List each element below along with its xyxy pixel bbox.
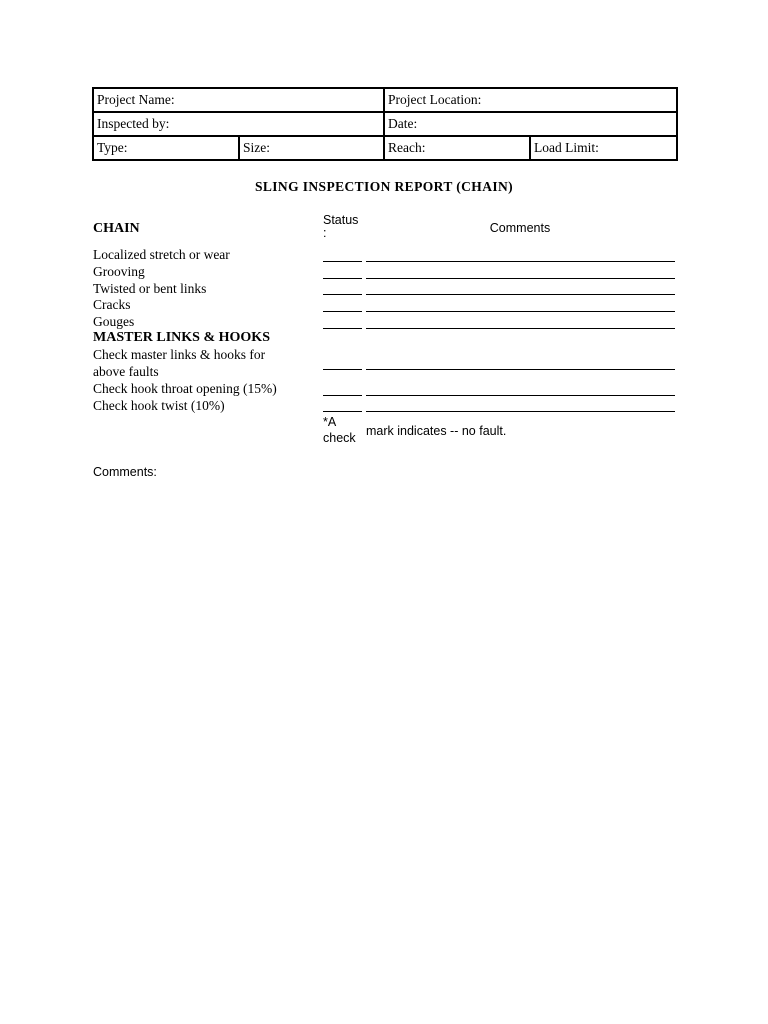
master-item-above-faults: above faults [93,364,159,379]
project-info-table [92,87,678,161]
master-item-hook-twist: Check hook twist (10%) [93,398,225,413]
chain-item-localized-stretch: Localized stretch or wear [93,247,230,262]
comment-blank-cracks[interactable] [366,311,675,312]
report-title: SLING INSPECTION REPORT (CHAIN) [254,179,514,194]
comment-blank-throat-opening[interactable] [366,395,675,396]
chain-item-twisted-links: Twisted or bent links [93,281,207,296]
project-name-label: Project Name: [97,92,175,107]
general-comments-label: Comments: [93,465,157,479]
date-label: Date: [388,116,418,131]
comment-blank-localized-stretch[interactable] [366,261,675,262]
project-location-label: Project Location: [388,92,482,107]
status-blank-master-links[interactable] [323,369,362,370]
load-limit-field[interactable] [530,136,677,160]
footnote-explanation: mark indicates -- no fault. [366,424,507,438]
master-item-throat-opening: Check hook throat opening (15%) [93,381,277,396]
chain-item-gouges: Gouges [93,314,135,329]
comment-blank-twisted-links[interactable] [366,294,675,295]
date-field[interactable] [384,112,677,136]
master-item-check-links: Check master links & hooks for [93,347,266,362]
chain-item-grooving: Grooving [93,264,145,279]
status-blank-throat-opening[interactable] [323,395,362,396]
type-label: Type: [97,140,128,155]
reach-field[interactable] [384,136,530,160]
footnote-check-mark [323,414,363,446]
size-field[interactable] [239,136,384,160]
status-column-heading [323,212,358,238]
chain-item-cracks: Cracks [93,297,131,312]
status-heading-text: Status [323,213,359,227]
status-blank-hook-twist[interactable] [323,411,362,412]
status-blank-gouges[interactable] [323,328,362,329]
project-row [93,88,677,112]
inspected-by-field[interactable] [93,112,384,136]
type-field[interactable] [93,136,239,160]
comment-blank-hook-twist[interactable] [366,411,675,412]
load-limit-label: Load Limit: [534,140,599,155]
footnote-line-1: *A [323,415,337,429]
status-blank-grooving[interactable] [323,278,362,279]
comment-blank-grooving[interactable] [366,278,675,279]
status-blank-localized-stretch[interactable] [323,261,362,262]
status-blank-twisted-links[interactable] [323,294,362,295]
sling-specs-row [93,136,677,160]
project-name-field[interactable] [93,88,384,112]
size-label: Size: [243,140,270,155]
project-location-field[interactable] [384,88,677,112]
inspected-by-label: Inspected by: [97,116,170,131]
comment-blank-master-links[interactable] [366,369,675,370]
chain-section-heading: CHAIN [93,221,140,236]
status-heading-colon: : [323,226,327,240]
status-blank-cracks[interactable] [323,311,362,312]
reach-label: Reach: [388,140,426,155]
inspector-row [93,112,677,136]
comments-column-heading: Comments [489,221,551,235]
master-links-section-heading: MASTER LINKS & HOOKS [93,330,270,345]
footnote-line-2: check [323,431,356,445]
comment-blank-gouges[interactable] [366,328,675,329]
